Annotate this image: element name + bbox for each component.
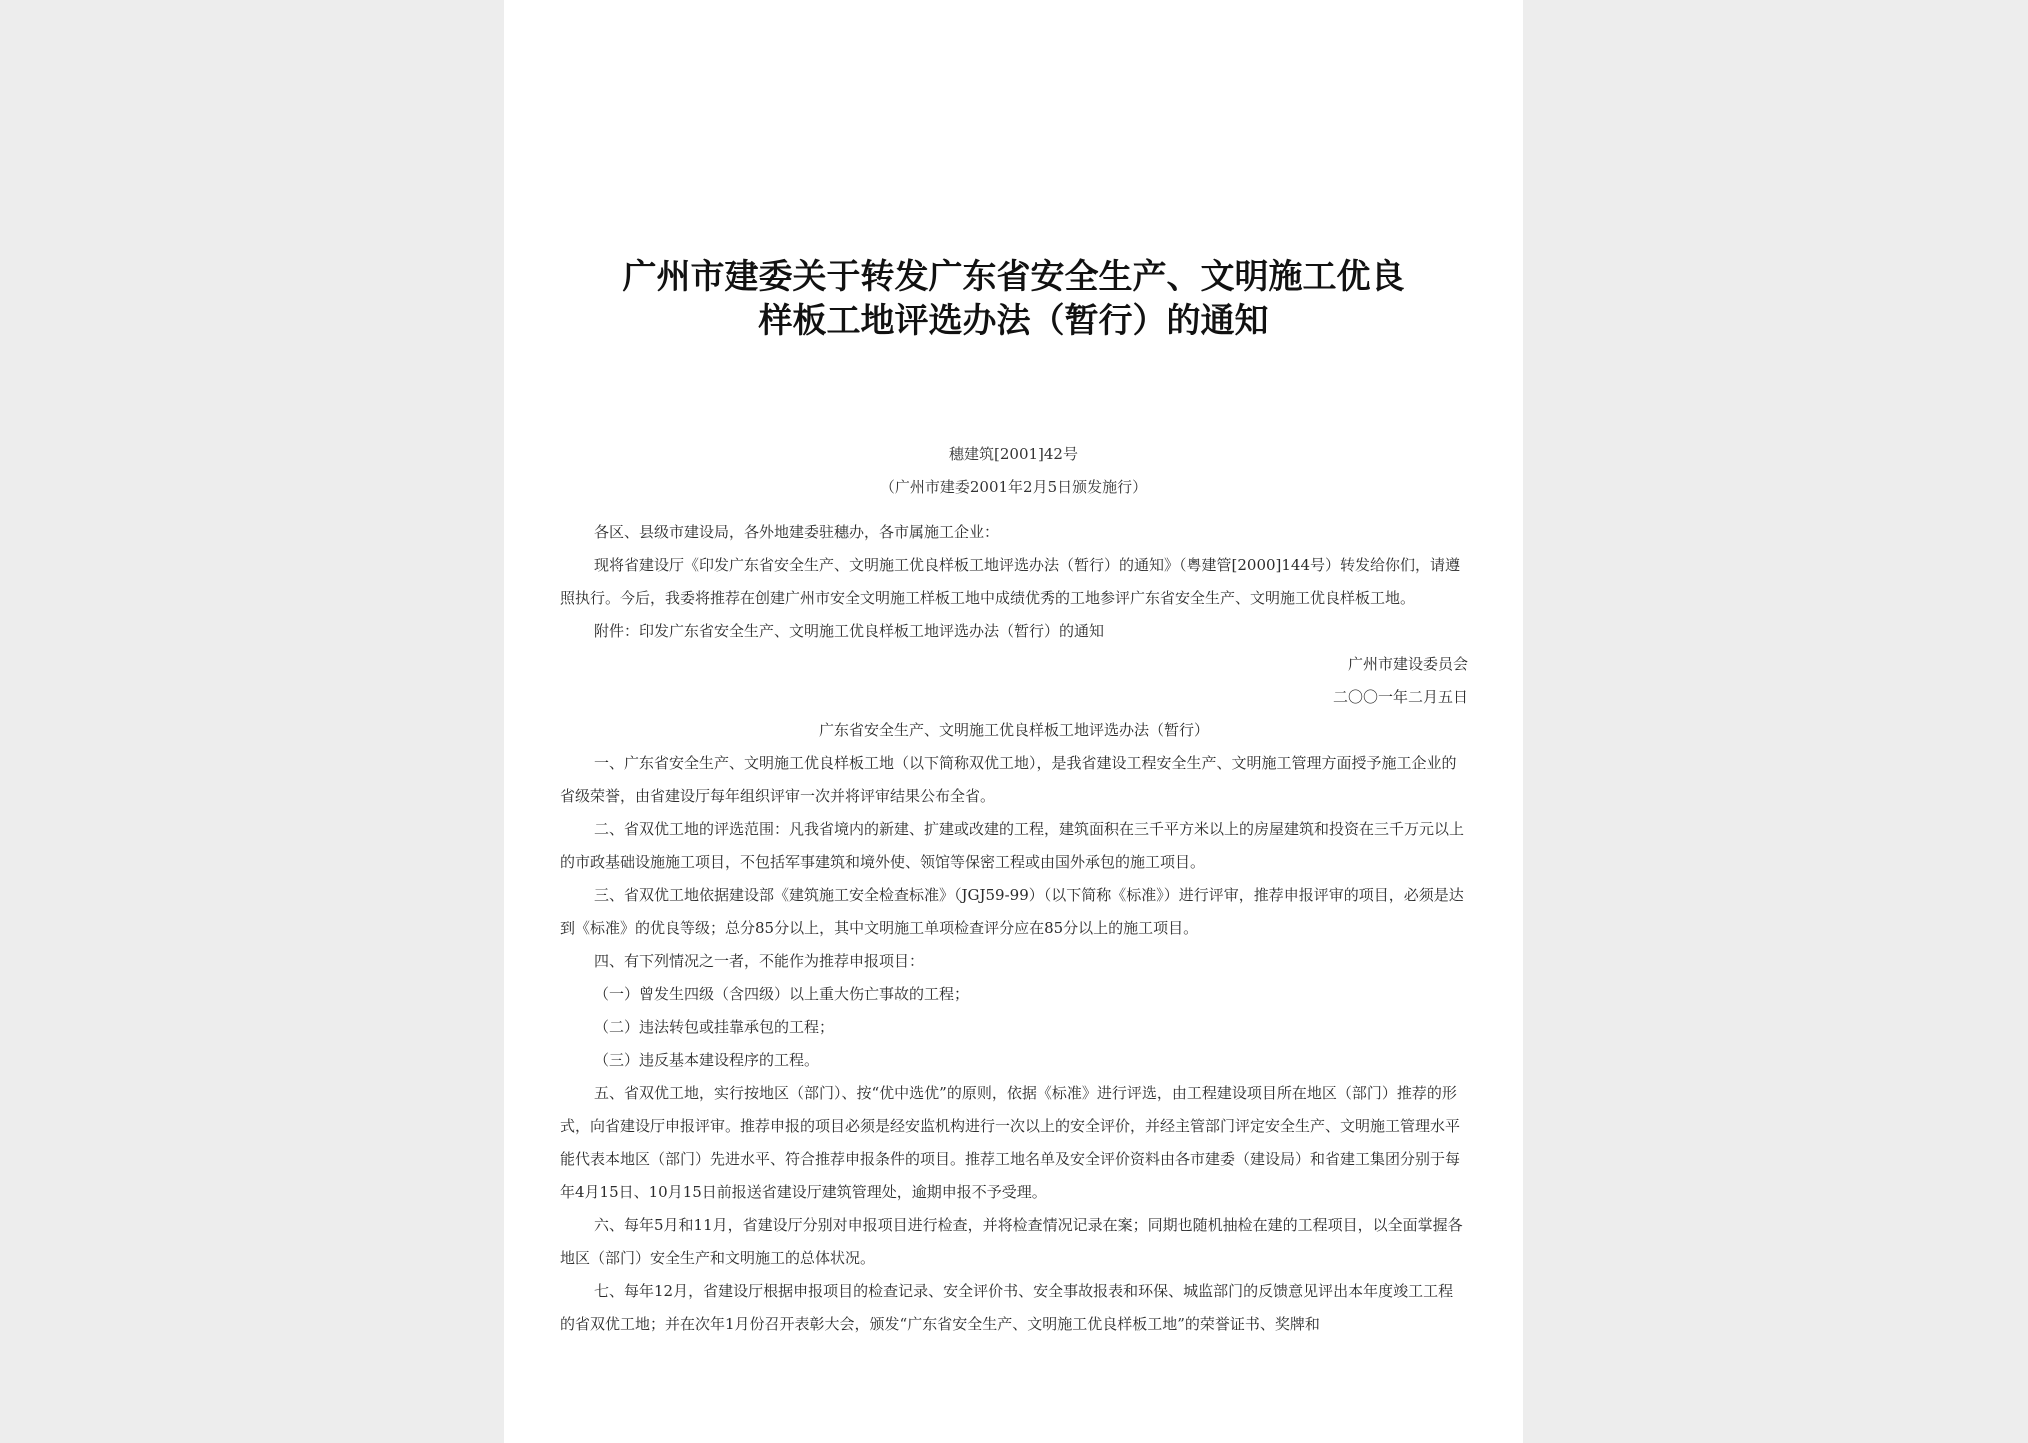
title-line-1: 广州市建委关于转发广东省安全生产、文明施工优良 — [622, 257, 1405, 297]
attachment-reference: 附件：印发广东省安全生产、文明施工优良样板工地评选办法（暂行）的通知 — [594, 622, 1105, 640]
body-paragraph: 现将省建设厅《印发广东省安全生产、文明施工优良样板工地评选办法（暂行）的通知》（粤建管[2000]144号）转发给你们，请遵照执行。今后，我委将推荐在创建广州市安全文明施工样板工地中成绩优秀的工地参评广东省安全生产、文明施工优良样板工地。 — [560, 556, 1461, 607]
signature-date: 二〇〇一年二月五日 — [1332, 688, 1468, 706]
signature-org: 广州市建设委员会 — [1347, 655, 1468, 673]
article-6: 六、每年5月和11月，省建设厅分别对申报项目进行检查，并将检查情况记录在案；同期也随机抽检在建的工程项目，以全面掌握各地区（部门）安全生产和文明施工的总体状况。 — [560, 1216, 1463, 1267]
article-4-item-3: （三）违反基本建设程序的工程。 — [594, 1051, 820, 1069]
article-7: 七、每年12月，省建设厅根据申报项目的检查记录、安全评价书、安全事故报表和环保、城监部门的反馈意见评出本年度竣工工程的省双优工地；并在次年1月份召开表彰大会，颁发“广东省安全生产、文明施工优良样板工地”的荣誉证书、奖牌和 — [560, 1282, 1454, 1333]
document-body — [560, 516, 1468, 1341]
article-4-item-2: （二）违法转包或挂靠承包的工程； — [594, 1018, 835, 1036]
article-2: 二、省双优工地的评选范围：凡我省境内的新建、扩建或改建的工程，建筑面积在三千平方米以上的房屋建筑和投资在三千万元以上的市政基础设施施工项目，不包括军事建筑和境外使、领馆等保密工程或由国外承包的施工项目。 — [560, 820, 1465, 871]
article-4: 四、有下列情况之一者，不能作为推荐申报项目： — [594, 952, 925, 970]
article-1: 一、广东省安全生产、文明施工优良样板工地（以下简称双优工地），是我省建设工程安全生产、文明施工管理方面授予施工企业的省级荣誉，由省建设厅每年组织评审一次并将评审结果公布全省。 — [560, 754, 1457, 805]
title-line-2: 样板工地评选办法（暂行）的通知 — [758, 301, 1269, 341]
attachment-title: 广东省安全生产、文明施工优良样板工地评选办法（暂行） — [818, 721, 1209, 739]
salutation: 各区、县级市建设局，各外地建委驻穗办，各市属施工企业： — [594, 523, 1000, 541]
document-number: 穗建筑[2001]42号 — [949, 445, 1078, 463]
article-3: 三、省双优工地依据建设部《建筑施工安全检查标准》（JGJ59-99）（以下简称《标准》）进行评审，推荐申报评审的项目，必须是达到《标准》的优良等级；总分85分以上，其中文明施工单项检查评分应在85分以上的施工项目。 — [560, 886, 1464, 937]
issued-note: （广州市建委2001年2月5日颁发施行） — [879, 478, 1148, 496]
document-page — [504, 0, 1523, 1443]
article-5: 五、省双优工地，实行按地区（部门）、按“优中选优”的原则，依据《标准》进行评选，由工程建设项目所在地区（部门）推荐的形式，向省建设厅申报评审。推荐申报的项目必须是经安监机构进行一次以上的安全评价，并经主管部门评定安全生产、文明施工管理水平能代表本地区（部门）先进水平、符合推荐申报条件的项目。推荐工地名单及安全评价资料由各市建委（建设局）和省建工集团分别于每年4月15日、10月15日前报送省建设厅建筑管理处，逾期申报不予受理。 — [560, 1084, 1461, 1201]
article-4-item-1: （一）曾发生四级（含四级）以上重大伤亡事故的工程； — [594, 985, 970, 1003]
document-title — [504, 255, 1523, 343]
